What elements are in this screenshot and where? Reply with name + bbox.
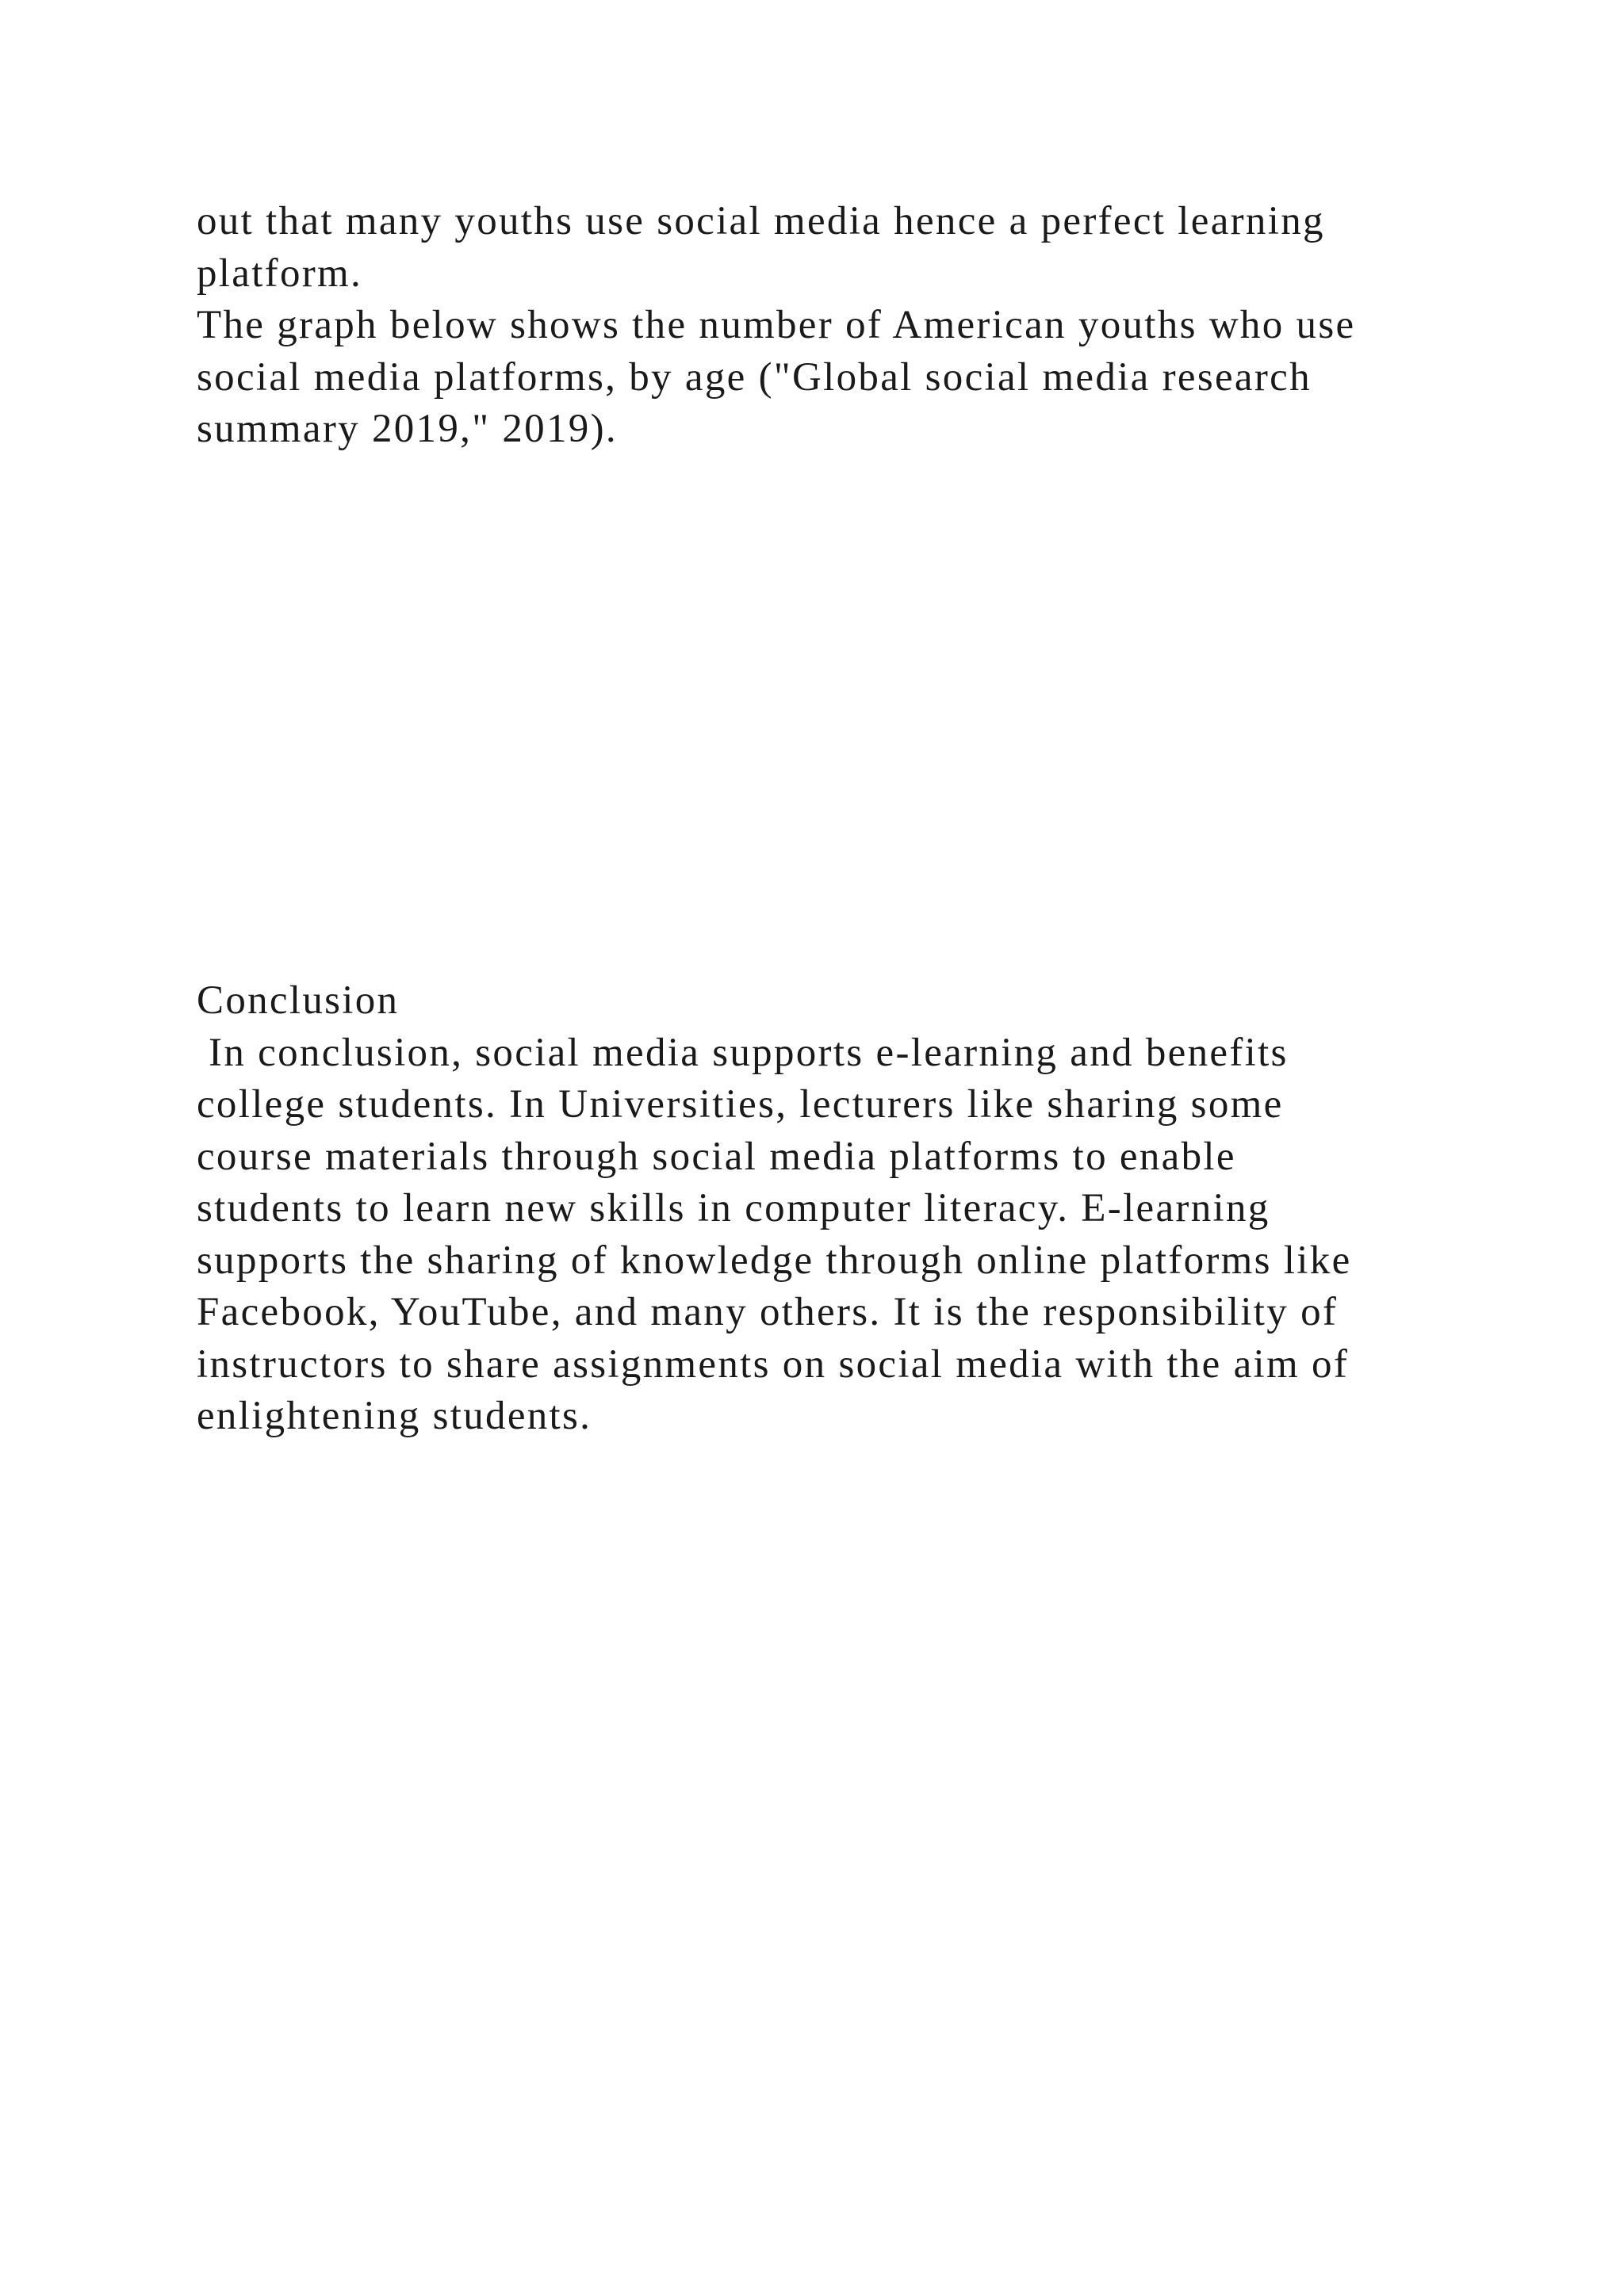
text-line: enlightening students. bbox=[197, 1394, 592, 1438]
text-line: summary 2019," 2019). bbox=[197, 407, 618, 451]
text-line: college students. In Universities, lecturers like sharing some bbox=[197, 1082, 1284, 1127]
text-line: social media platforms, by age ("Global social media research bbox=[197, 354, 1312, 400]
text-line: students to learn new skills in computer literacy. E-learning bbox=[197, 1186, 1270, 1230]
text-line: instructors to share assignments on social media with the aim of bbox=[197, 1341, 1350, 1387]
text-line: In conclusion, social media supports e-learning and benefits bbox=[197, 1030, 1289, 1075]
section-heading: Conclusion bbox=[197, 978, 400, 1023]
text-line: Facebook, YouTube, and many others. It is the responsibility of bbox=[197, 1290, 1339, 1334]
text-line: platform. bbox=[197, 251, 363, 296]
conclusion-section bbox=[197, 975, 1561, 1443]
text-line: course materials through social media platforms to enable bbox=[197, 1134, 1236, 1179]
intro-paragraph bbox=[197, 196, 1561, 456]
text-line: out that many youths use social media hence a perfect learning bbox=[197, 199, 1325, 243]
text-line: supports the sharing of knowledge through online platforms like bbox=[197, 1238, 1352, 1283]
text-line: The graph below shows the number of American youths who use bbox=[197, 303, 1356, 347]
